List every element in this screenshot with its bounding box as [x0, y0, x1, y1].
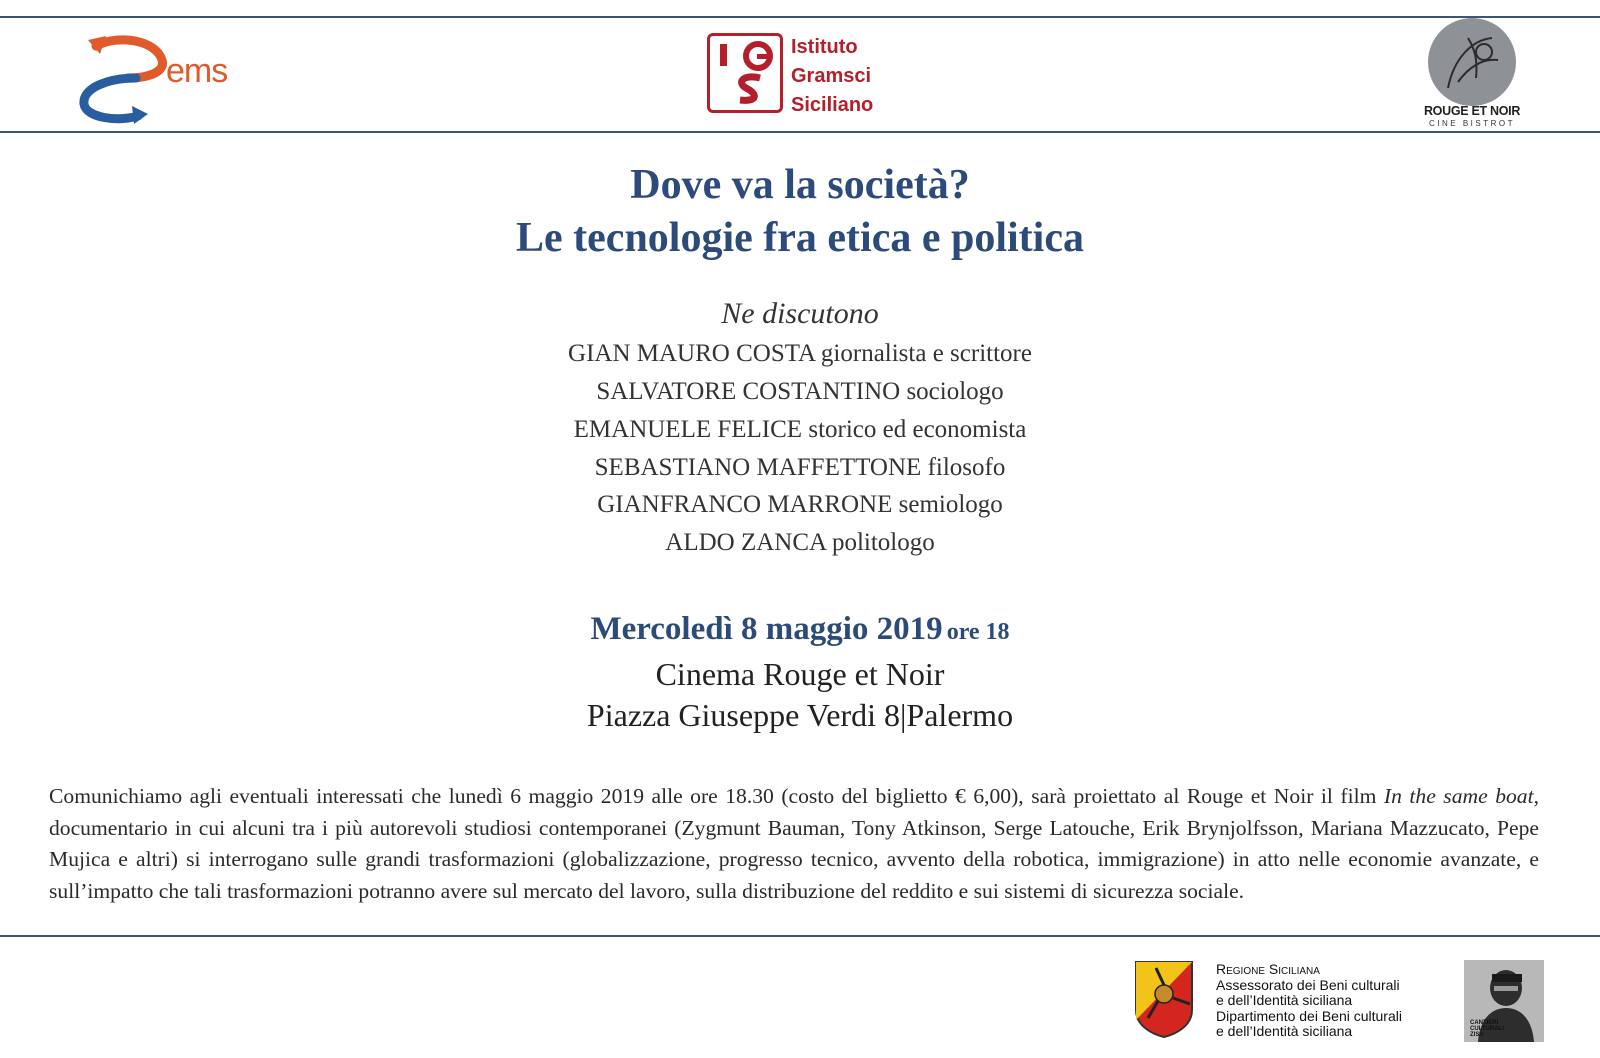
footer-rule — [0, 935, 1600, 937]
cantieri-culturali-zisa-logo — [1464, 960, 1544, 1042]
istituto-gramsci-logo — [707, 33, 897, 119]
event-venue: Cinema Rouge et Noir — [655, 656, 945, 692]
notice-text-1: Comunichiamo agli eventuali interessati che lunedì 6 maggio 2019 alle ore 18.30 (costo del biglietto € 6,00), sarà proiettato al Rouge et Noir il film — [49, 784, 1384, 808]
rouge-logo-subtitle: CINE BISTROT — [1428, 119, 1515, 128]
speaker-role: storico ed economista — [808, 416, 1027, 443]
region-line: e dell’Identità siciliana — [1216, 992, 1353, 1008]
speaker-name: GIANFRANCO MARRONE — [597, 491, 893, 518]
speaker-row — [0, 416, 1600, 444]
region-line: Dipartimento dei Beni culturali — [1216, 1007, 1402, 1024]
speaker-row — [0, 378, 1600, 406]
speaker-name: SALVATORE COSTANTINO — [596, 378, 901, 405]
rouge-emblem-icon — [1428, 18, 1516, 106]
region-name: Regione Siciliana — [1216, 961, 1320, 977]
ems-logo — [78, 32, 238, 127]
igs-line-2: Gramsci — [791, 65, 872, 87]
film-title: In the same boat — [1383, 784, 1534, 808]
zisa-label-line: CULTURALI — [1470, 1026, 1504, 1032]
speaker-role: filosofo — [927, 454, 1006, 481]
speaker-role: politologo — [831, 529, 935, 556]
film-notice-paragraph — [49, 781, 1539, 907]
speaker-row — [0, 491, 1600, 519]
event-time: ore 18 — [946, 619, 1010, 645]
zisa-label-line: ZISA — [1470, 1032, 1484, 1038]
speaker-role: giornalista e scrittore — [820, 340, 1032, 367]
speaker-role: semiologo — [898, 491, 1003, 518]
speaker-row — [0, 529, 1600, 557]
rouge-logo-title: ROUGE ET NOIR — [1423, 104, 1521, 118]
region-line: e dell’Identità siciliana — [1216, 1023, 1353, 1039]
regione-siciliana-text — [1216, 962, 1402, 1040]
ems-arrows-icon — [78, 32, 168, 127]
notice-text-2: , documentario in cui alcuni tra i più autorevoli studiosi contemporanei (Zygmunt Bauman, Tony Atkinson, Serge Latouche, Erik Brynjolfsson, Mariana Mazzucato, Pepe Mujica e altri) si interrogano sulle grandi trasformazioni (globalizzazione, progresso tecnico, avvento della robotica, immigrazione) in atto nelle economie avanzate, e sull’impatto che tali trasformazioni potranno avere sul mercato del lavoro, sulla distribuzione del reddito e sui sistemi di sicurezza sociale. — [49, 784, 1539, 903]
speaker-row — [0, 340, 1600, 368]
speaker-name: SEBASTIANO MAFFETTONE — [594, 454, 922, 481]
header-rule — [0, 131, 1600, 133]
igs-letters-icon — [710, 36, 780, 110]
speaker-role: sociologo — [906, 378, 1004, 405]
event-date-line — [0, 611, 1600, 648]
zisa-label — [1470, 1020, 1504, 1038]
igs-line-3: Siciliano — [791, 94, 874, 116]
speaker-name: EMANUELE FELICE — [573, 416, 803, 443]
igs-mark — [707, 33, 783, 113]
speaker-name: ALDO ZANCA — [665, 529, 826, 556]
ems-logo-text: ems — [166, 52, 228, 90]
top-rule — [0, 16, 1600, 18]
igs-line-1: Istituto — [791, 36, 858, 58]
speakers-intro: Ne discutono — [721, 297, 879, 330]
page-title-line-1: Dove va la società? — [630, 162, 970, 208]
event-date: Mercoledì 8 maggio 2019 — [590, 611, 943, 647]
igs-name — [791, 33, 873, 120]
rouge-et-noir-logo — [1418, 18, 1528, 130]
speaker-row — [0, 454, 1600, 482]
regione-siciliana-emblem-icon — [1134, 960, 1194, 1038]
speaker-name: GIAN MAURO COSTA — [568, 340, 815, 367]
event-address: Piazza Giuseppe Verdi 8|Palermo — [586, 697, 1014, 733]
zisa-label-line: CANTIERI — [1470, 1020, 1499, 1026]
region-line: Assessorato dei Beni culturali — [1216, 976, 1400, 993]
page-title-line-2: Le tecnologie fra etica e politica — [516, 215, 1084, 261]
